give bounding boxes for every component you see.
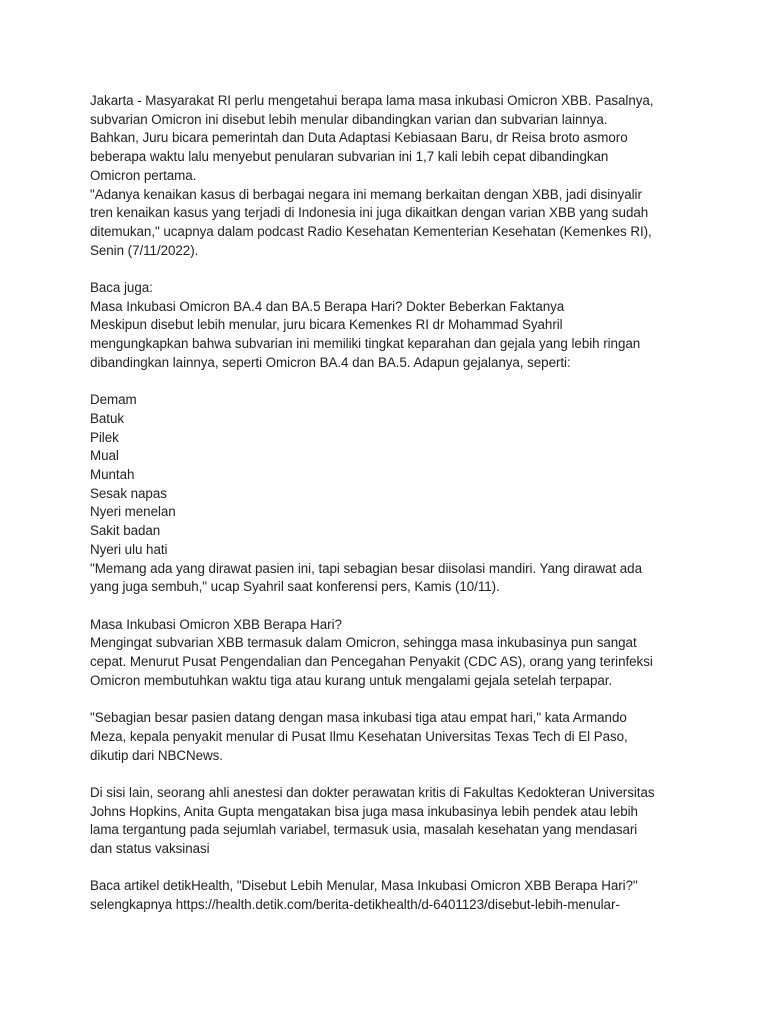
list-item: Nyeri menelan <box>90 504 176 520</box>
baca-juga-label: Baca juga: <box>90 280 153 296</box>
section-body-paragraph: Mengingat subvarian XBB termasuk dalam Omicron, sehingga masa inkubasinya pun sangat cepat. Menurut Pusat Pengendalian dan Pencegahan Penyakit (CDC AS), orang yang terinfeksi Omicron membutuhkan waktu tiga atau kurang untuk mengalami gejala setelah terpapar. <box>90 635 653 688</box>
list-item: Pilek <box>90 429 119 445</box>
spacer <box>90 260 690 279</box>
expert-paragraph: Di sisi lain, seorang ahli anestesi dan dokter perawatan kritis di Fakultas Kedokteran Universitas Johns Hopkins, Anita Gupta mengatakan bisa juga masa inkubasinya lebih pendek atau lebih lama tergantung pada sejumlah variabel, termasuk usia, masalah kesehatan yang mendasari dan status vaksinasi <box>90 784 655 857</box>
baca-juga-link: Masa Inkubasi Omicron BA.4 dan BA.5 Berapa Hari? Dokter Beberkan Faktanya <box>90 298 565 314</box>
list-item: Batuk <box>90 410 124 426</box>
symptoms-list <box>90 391 690 559</box>
article-body <box>90 92 690 915</box>
spacer <box>90 597 690 616</box>
intro-paragraph: Jakarta - Masyarakat RI perlu mengetahui berapa lama masa inkubasi Omicron XBB. Pasalnya, subvarian Omicron ini disebut lebih menular dibandingkan varian dan subvarian lainnya. Bahkan, Juru bicara pemerintah dan Duta Adaptasi Kebiasaan Baru, dr Reisa broto asmoro beberapa waktu lalu menyebut penularan subvarian ini 1,7 kali lebih cepat dibandingkan Omicron pertama. <box>90 93 654 183</box>
list-item: Sakit badan <box>90 523 161 539</box>
spacer <box>90 859 690 878</box>
list-item: Demam <box>90 392 137 408</box>
spacer <box>90 690 690 709</box>
list-item: Mual <box>90 448 119 464</box>
quote-paragraph-3: "Sebagian besar pasien datang dengan masa inkubasi tiga atau empat hari," kata Armando Meza, kepala penyakit menular di Pusat Ilmu Kesehatan Universitas Texas Tech di El Paso, dikutip dari NBCNews. <box>90 710 628 763</box>
section-heading: Masa Inkubasi Omicron XBB Berapa Hari? <box>90 616 342 632</box>
spacer <box>90 765 690 784</box>
list-item: Muntah <box>90 467 135 483</box>
quote-paragraph-1: "Adanya kenaikan kasus di berbagai negara ini memang berkaitan dengan XBB, jadi disinyalir tren kenaikan kasus yang terjadi di Indonesia ini juga dikaitkan dengan varian XBB yang sudah ditemukan," ucapnya dalam podcast Radio Kesehatan Kementerian Kesehatan (Kemenkes RI), Senin (7/11/2022). <box>90 186 652 258</box>
list-item: Nyeri ulu hati <box>90 541 168 557</box>
list-item: Sesak napas <box>90 485 167 501</box>
quote-paragraph-2: "Memang ada yang dirawat pasien ini, tapi sebagian besar diisolasi mandiri. Yang dirawat ada yang juga sembuh," ucap Syahril saat konferensi pers, Kamis (10/11). <box>90 560 642 595</box>
source-paragraph: Baca artikel detikHealth, "Disebut Lebih Menular, Masa Inkubasi Omicron XBB Berapa Hari?" selengkapnya https://health.detik.com/berita-detikhealth/d-6401123/disebut-lebih-menular- <box>90 878 638 913</box>
symptoms-intro-paragraph: Meskipun disebut lebih menular, juru bicara Kemenkes RI dr Mohammad Syahril mengungkapkan bahwa subvarian ini memiliki tingkat keparahan dan gejala yang lebih ringan dibandingkan lainnya, seperti Omicron BA.4 dan BA.5. Adapun gejalanya, seperti: <box>90 317 641 370</box>
spacer <box>90 373 690 392</box>
